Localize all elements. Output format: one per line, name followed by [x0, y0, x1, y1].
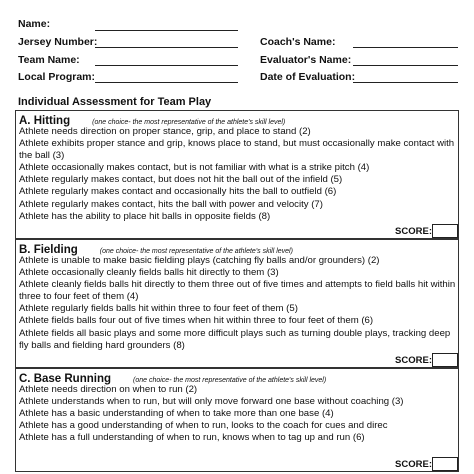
team-name-label: Team Name: [18, 54, 80, 66]
section-title: B. Fielding [19, 244, 78, 256]
list-item: Athlete has a good understanding of when to run, looks to the coach for cues and direc [19, 420, 388, 432]
section-note: (one choice- the most representative of the athlete's skill level) [92, 119, 286, 126]
local-program-field[interactable] [95, 82, 238, 83]
score-label: SCORE: [395, 355, 432, 366]
score-row [358, 353, 458, 367]
score-label: SCORE: [395, 459, 432, 470]
evaluator-name-field[interactable] [353, 65, 458, 66]
hitting-section [15, 110, 459, 239]
score-row [358, 224, 458, 238]
jersey-number-label: Jersey Number: [18, 36, 98, 48]
list-item: Athlete fields balls four out of five times when hit within three to four feet of them (6) [19, 315, 374, 327]
list-item: Athlete needs direction on when to run (2) [19, 384, 198, 395]
team-name-field[interactable] [95, 65, 238, 66]
page-title: Individual Assessment for Team Play [18, 96, 212, 108]
list-item: Athlete needs direction on proper stance, grip, and place to stand (2) [19, 126, 311, 137]
list-item: Athlete exhibits proper stance and grip, knows place to stand, but must occasionally make contact with the ball (3) [19, 138, 455, 162]
list-item: Athlete is unable to make basic fielding plays (catching fly balls and/or grounders) (2) [19, 255, 380, 266]
list-item: Athlete understands when to run, but will only move forward one base without coaching (3) [19, 396, 404, 408]
evaluation-date-field[interactable] [353, 82, 458, 83]
list-item: Athlete occasionally makes contact, but is not familiar with what is a strike pitch (4) [19, 162, 370, 174]
list-item: Athlete has the ability to place hit balls in opposite fields (8) [19, 210, 271, 222]
criteria-list [19, 126, 456, 223]
score-row [358, 457, 458, 471]
list-item: Athlete regularly makes contact, hits the ball with power and velocity (7) [19, 198, 323, 210]
list-item: Athlete regularly makes contact, but does not hit the ball out of the infield (5) [19, 174, 343, 186]
criteria-list [19, 255, 456, 352]
hitting-score-box[interactable] [432, 224, 458, 238]
local-program-label: Local Program: [18, 71, 96, 83]
name-field[interactable] [95, 30, 238, 31]
name-label: Name: [18, 18, 51, 30]
section-title: C. Base Running [19, 373, 112, 385]
base-running-section [15, 368, 459, 472]
criteria-list [19, 384, 456, 444]
section-note: (one choice- the most representative of the athlete's skill level) [133, 377, 327, 384]
fielding-score-box[interactable] [432, 353, 458, 367]
evaluator-name-label: Evaluator's Name: [260, 54, 352, 66]
list-item: Athlete regularly fields balls hit within three to four feet of them (5) [19, 303, 298, 315]
section-note: (one choice- the most representative of the athlete's skill level) [99, 248, 293, 255]
base-running-score-box[interactable] [432, 457, 458, 471]
list-item: Athlete fields all basic plays and some more difficult plays such as turning double plays, tracking deep fly balls and fielding hard grounders (8) [19, 327, 451, 351]
list-item: Athlete cleanly fields balls hit directly to them three out of five times and attempts to field balls hit within three to four feet of them (4) [19, 279, 456, 303]
coach-name-label: Coach's Name: [260, 36, 336, 48]
list-item: Athlete has a basic understanding of when to take more than one base (4) [19, 408, 334, 420]
jersey-number-field[interactable] [95, 47, 238, 48]
section-title: A. Hitting [19, 115, 71, 127]
score-label: SCORE: [395, 226, 432, 237]
list-item: Athlete regularly makes contact and occasionally hits the ball to outfield (6) [19, 186, 337, 198]
list-item: Athlete has a full understanding of when to run, knows when to tag up and run (6) [19, 432, 365, 444]
coach-name-field[interactable] [353, 47, 458, 48]
evaluation-date-label: Date of Evaluation: [260, 71, 356, 83]
list-item: Athlete occasionally cleanly fields balls hit directly to them (3) [19, 267, 279, 279]
fielding-section [15, 239, 459, 368]
